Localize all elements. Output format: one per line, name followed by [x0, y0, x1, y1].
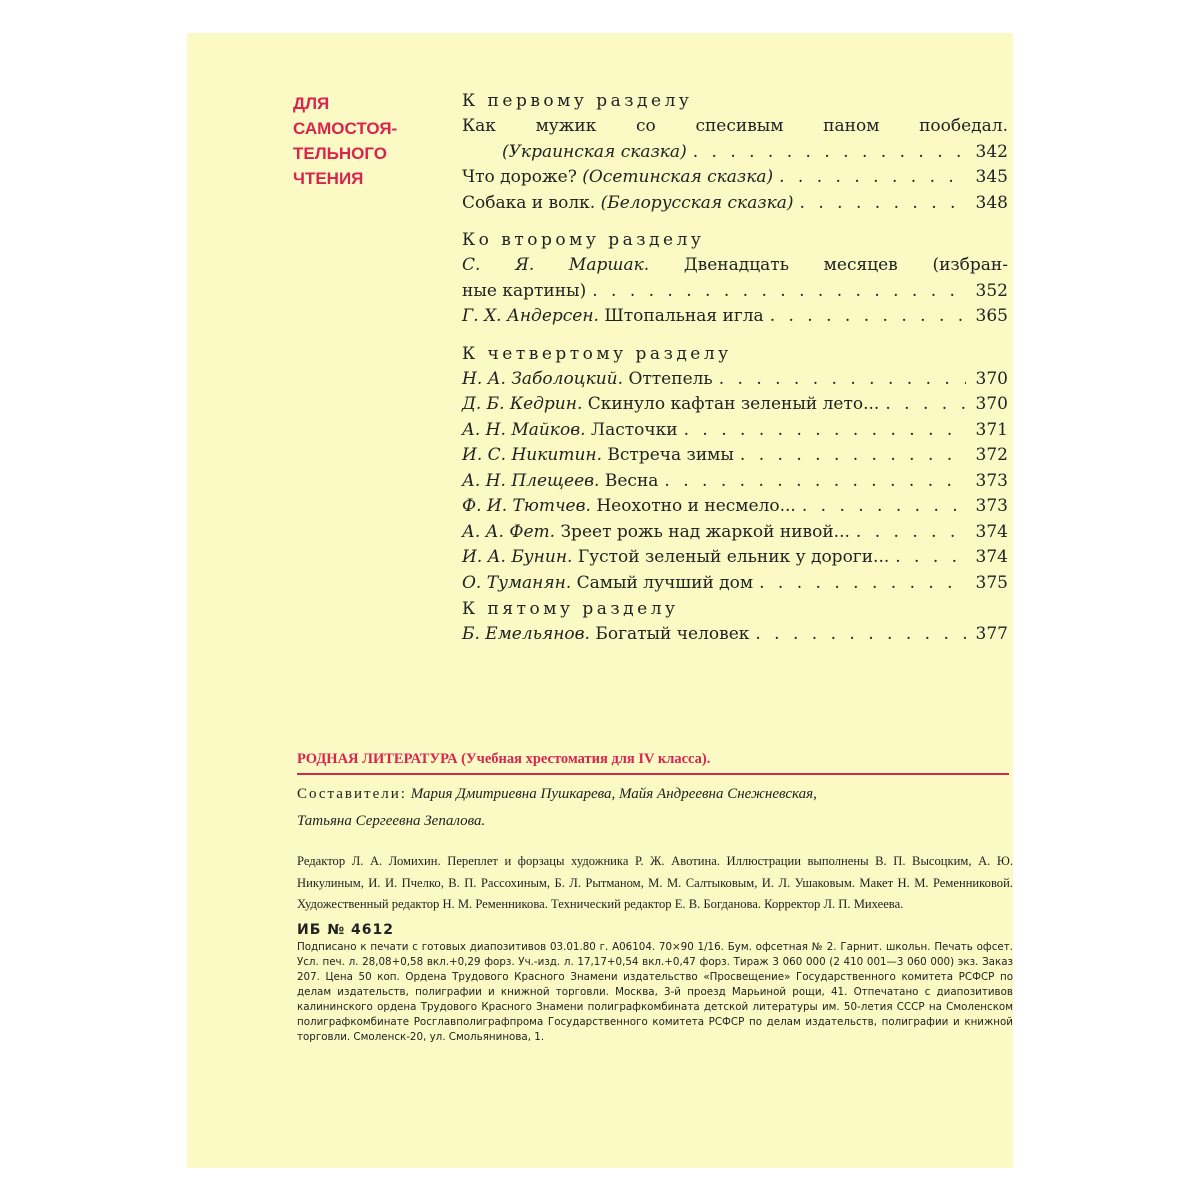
entry-author: С. Я. Маршак.	[462, 255, 650, 275]
dot-leader	[794, 191, 966, 217]
toc-entry	[462, 571, 1008, 597]
entry-author: Б. Емельянов.	[462, 624, 590, 644]
toc-entry	[462, 418, 1008, 444]
dot-leader	[734, 443, 966, 469]
entry-title	[462, 191, 794, 217]
credits: Редактор Л. А. Ломихин. Переплет и форзацы художника Р. Ж. Авотина. Иллюстрации выполнены В. П. Высоцким, А. Ю. Никулиным, И. И. Пчелко, В. П. Рассохиным, Б. Л. Рытманом, М. М. Салтыковым, И. Л. Ушаковым. Макет Н. М. Ременниковой. Художественный редактор Н. М. Ременникова. Технический редактор Е. В. Богданова. Корректор Л. П. Михеева.	[297, 854, 1013, 911]
page-number: 373	[975, 496, 1008, 516]
entry-text	[462, 304, 764, 330]
page-number: 365	[975, 306, 1008, 326]
entry-author: А. Н. Майков.	[462, 419, 586, 440]
entry-title	[462, 165, 773, 191]
entry-title: (Украинская сказка)	[502, 141, 687, 162]
entry-subtitle: (Осетинская сказка)	[582, 167, 774, 187]
book-title: РОДНАЯ ЛИТЕРАТУРА (Учебная хрестоматия для IV класса).	[297, 751, 711, 767]
entry-text	[462, 571, 753, 597]
toc-entry	[462, 520, 1008, 546]
entry-title: Неохотно и несмело...	[596, 496, 796, 516]
entry-title: Богатый человек	[595, 624, 750, 644]
toc-entry	[462, 367, 1008, 393]
entry-text	[462, 520, 850, 546]
page-number: 377	[975, 624, 1008, 644]
dot-leader	[586, 279, 966, 305]
entry-title: ные картины)	[462, 280, 587, 301]
entry-author: Г. Х. Андерсен.	[462, 306, 599, 326]
entry-title: Зреет рожь над жаркой нивой...	[560, 521, 850, 542]
entry-title: Скинуло кафтан зеленый лето...	[587, 394, 880, 414]
entry-author: А. Н. Плещеев.	[462, 470, 600, 491]
dot-leader	[678, 418, 966, 444]
entry-text	[462, 469, 658, 495]
toc-entry	[462, 545, 1008, 571]
page-number: 373	[975, 470, 1008, 491]
sidebar-line: ТЕЛЬНОГО	[293, 144, 388, 163]
toc-entry	[462, 191, 1008, 217]
dot-leader	[850, 520, 966, 546]
sidebar-line: ЧТЕНИЯ	[293, 169, 364, 188]
book-page	[187, 33, 1013, 1168]
dot-leader	[753, 571, 966, 597]
entry-author: И. С. Никитин.	[462, 445, 602, 465]
toc-entry	[462, 443, 1008, 469]
page-number: 342	[975, 141, 1008, 162]
compilers-label: Составители:	[297, 786, 407, 802]
toc-entry	[462, 279, 1008, 305]
toc-entry	[462, 140, 1008, 166]
entry-author: А. А. Фет.	[462, 521, 556, 542]
page-number: 375	[975, 572, 1008, 593]
entry-text	[462, 443, 734, 469]
entry-title: Оттепель	[628, 368, 713, 389]
entry-title: Ласточки	[590, 419, 678, 440]
page-number: 345	[975, 167, 1008, 187]
page-number: 371	[975, 419, 1008, 440]
entry-title-main: Что дороже?	[462, 167, 583, 187]
entry-text	[462, 392, 879, 418]
sidebar-line: САМОСТОЯ-	[293, 119, 398, 138]
toc-entry-line1	[462, 253, 1008, 279]
section-heading: К первому разделу	[462, 91, 693, 111]
entry-title: Густой зеленый ельник у дороги...	[577, 547, 890, 567]
toc-entry	[462, 304, 1008, 330]
page-number: 352	[975, 280, 1008, 301]
dot-leader	[773, 165, 966, 191]
toc-entry	[462, 469, 1008, 495]
dot-leader	[687, 140, 966, 166]
imprint	[297, 751, 1013, 1045]
dot-leader	[796, 494, 966, 520]
entry-title: Весна	[604, 470, 659, 491]
entry-author: Ф. И. Тютчев.	[462, 496, 591, 516]
dot-leader	[764, 304, 966, 330]
entry-author: О. Туманян.	[462, 572, 572, 593]
section-heading: Ко второму разделу	[462, 230, 705, 250]
dot-leader	[658, 469, 966, 495]
toc-entry	[462, 494, 1008, 520]
publishing-info: Подписано к печати с готовых диапозитивов 03.01.80 г. А06104. 70×90 1/16. Бум. офсетная № 2. Гарнит. школьн. Печать офсет. Усл. печ. л. 28,08+0,58 вкл.+0,29 форз. Уч.-изд. л. 17,17+0,54 вкл.+0,47 форз. Тираж 3 060 000 (2 410 001—3 060 000) экз. Заказ 207. Цена 50 коп. Ордена Трудового Красного Знамени издательство «Просвещение» Государственного комитета РСФСР по делам издательств, полиграфии и книжной торговли. Москва, 3-й проезд Марьиной рощи, 41. Отпечатано с диапозитивов калининского ордена Трудового Красного Знамени полиграфкомбината детской литературы им. 50-летия СССР на Смоленском полиграфкомбинате Росглавполиграфпрома Государственного комитета РСФСР по делам издательств, полиграфии и книжной торговли. Смоленск-20, ул. Смольянинова, 1.	[297, 940, 1013, 1043]
entry-text	[462, 622, 749, 648]
entry-title: Штопальная игла	[604, 306, 764, 326]
sidebar-line: ДЛЯ	[293, 94, 330, 113]
page-number: 374	[975, 521, 1008, 542]
page-number: 348	[975, 192, 1008, 213]
dot-leader	[889, 545, 966, 571]
page-number: 372	[975, 445, 1008, 465]
page-number: 370	[975, 368, 1008, 389]
entry-subtitle: (Белорусская сказка)	[600, 192, 794, 213]
ib-number: ИБ № 4612	[297, 921, 394, 938]
entry-author: Н. А. Заболоцкий.	[462, 368, 624, 389]
entry-text	[462, 418, 678, 444]
toc-entry	[462, 622, 1008, 648]
entry-author: И. А. Бунин.	[462, 547, 573, 567]
sidebar-heading	[293, 91, 397, 191]
compilers-names: Мария Дмитриевна Пушкарева, Майя Андреевна Снежневская,	[410, 786, 817, 802]
entry-text	[462, 545, 889, 571]
toc-entry-line1	[462, 114, 1008, 140]
table-of-contents	[462, 88, 1008, 648]
section-heading: К четвертому разделу	[462, 343, 732, 364]
page-number: 374	[975, 547, 1008, 567]
dot-leader	[879, 392, 966, 418]
page-number: 370	[975, 394, 1008, 414]
entry-author: Д. Б. Кедрин.	[462, 394, 583, 414]
entry-text	[462, 367, 713, 393]
entry-text	[462, 494, 796, 520]
compilers	[297, 781, 1013, 835]
entry-title: Самый лучший дом	[576, 572, 754, 593]
entry-title: Двенадцать месяцев (избран-	[683, 255, 1009, 275]
section-heading: К пятому разделу	[462, 599, 679, 619]
toc-entry	[462, 165, 1008, 191]
entry-title: Как мужик со спесивым паном пообедал.	[462, 116, 1008, 136]
red-divider	[297, 773, 1009, 775]
entry-title: Встреча зимы	[607, 445, 734, 465]
toc-entry	[462, 392, 1008, 418]
dot-leader	[749, 622, 966, 648]
dot-leader	[713, 367, 966, 393]
compilers-names: Татьяна Сергеевна Зепалова.	[297, 813, 486, 829]
entry-title-main: Собака и волк.	[462, 192, 601, 213]
